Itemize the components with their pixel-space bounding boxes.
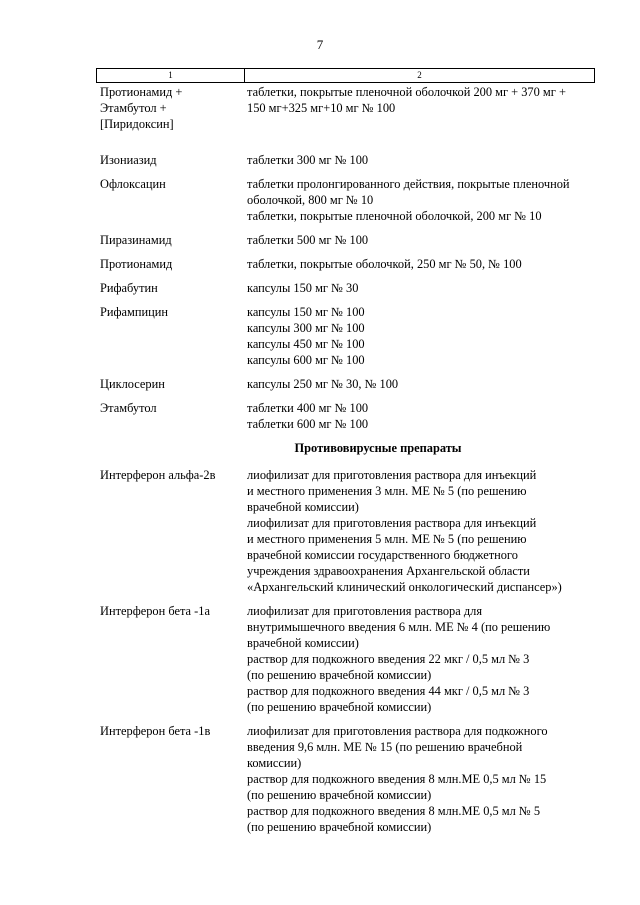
drug-name: Интерферон бета -1а	[100, 604, 210, 618]
column-header-1: 1	[97, 69, 245, 83]
drug-name: Изониазид	[100, 153, 157, 167]
drug-row	[100, 176, 600, 224]
dosage-forms: таблетки 400 мг № 100 таблетки 600 мг № 100	[247, 401, 369, 431]
drug-name: Рифабутин	[100, 281, 158, 295]
drug-row	[100, 603, 600, 715]
column-header-table	[96, 68, 595, 83]
dosage-forms: таблетки 300 мг № 100	[247, 153, 369, 167]
column-header-2: 2	[245, 69, 595, 83]
dosage-forms: таблетки пролонгированного действия, покрытые пленочной оболочкой, 800 мг № 10 таблетки, покрытые пленочной оболочкой, 200 мг № 10	[247, 177, 570, 223]
drug-name: Протионамид + Этамбутол + [Пиридоксин]	[100, 85, 183, 131]
drug-name: Интерферон бета -1в	[100, 724, 211, 738]
dosage-forms: лиофилизат для приготовления раствора для инъекций и местного применения 3 млн. МЕ № 5 (по решению врачебной комиссии) лиофилизат для приготовления раствора для инъекций и местного применения 5 млн. МЕ № 5 (по решению врачебной комиссии государственного бюджетного учреждения здравоохранения Архангельской области «Архангельский клинический онкологический диспансер»)	[247, 468, 562, 594]
drug-row	[100, 304, 600, 368]
dosage-forms: лиофилизат для приготовления раствора для внутримышечного введения 6 млн. МЕ № 4 (по решению врачебной комиссии) раствор для подкожного введения 22 мкг / 0,5 мл № 3 (по решению врачебной комиссии) раствор для подкожного введения 44 мкг / 0,5 мл № 3 (по решению врачебной комиссии)	[247, 604, 551, 714]
drug-row	[100, 152, 600, 168]
drug-row	[100, 232, 600, 248]
drug-name: Пиразинамид	[100, 233, 172, 247]
dosage-forms: лиофилизат для приготовления раствора для подкожного введения 9,6 млн. МЕ № 15 (по решению врачебной комиссии) раствор для подкожного введения 8 млн.МЕ 0,5 мл № 15 (по решению врачебной комиссии) раствор для подкожного введения 8 млн.МЕ 0,5 мл № 5 (по решению врачебной комиссии)	[247, 724, 548, 834]
drug-name: Этамбутол	[100, 401, 157, 415]
drug-row	[100, 400, 600, 432]
dosage-forms: таблетки 500 мг № 100	[247, 233, 369, 247]
drug-row	[100, 376, 600, 392]
page-number: 7	[316, 37, 324, 52]
dosage-forms: таблетки, покрытые оболочкой, 250 мг № 50, № 100	[247, 257, 522, 271]
drug-row	[100, 280, 600, 296]
dosage-forms: капсулы 150 мг № 100 капсулы 300 мг № 100 капсулы 450 мг № 100 капсулы 600 мг № 100	[247, 305, 365, 367]
drug-row	[100, 467, 600, 595]
section-title: Противовирусные препараты	[294, 441, 462, 455]
drug-row	[100, 723, 600, 835]
drug-name: Циклосерин	[100, 377, 165, 391]
drug-list	[100, 84, 600, 835]
drug-row	[100, 256, 600, 272]
drug-name: Рифампицин	[100, 305, 169, 319]
drug-name: Протионамид	[100, 257, 173, 271]
drug-name: Офлоксацин	[100, 177, 166, 191]
dosage-forms: капсулы 250 мг № 30, № 100	[247, 377, 399, 391]
dosage-forms: таблетки, покрытые пленочной оболочкой 200 мг + 370 мг + 150 мг+325 мг+10 мг № 100	[247, 85, 566, 115]
drug-name: Интерферон альфа-2в	[100, 468, 216, 482]
dosage-forms: капсулы 150 мг № 30	[247, 281, 359, 295]
drug-row	[100, 84, 600, 132]
